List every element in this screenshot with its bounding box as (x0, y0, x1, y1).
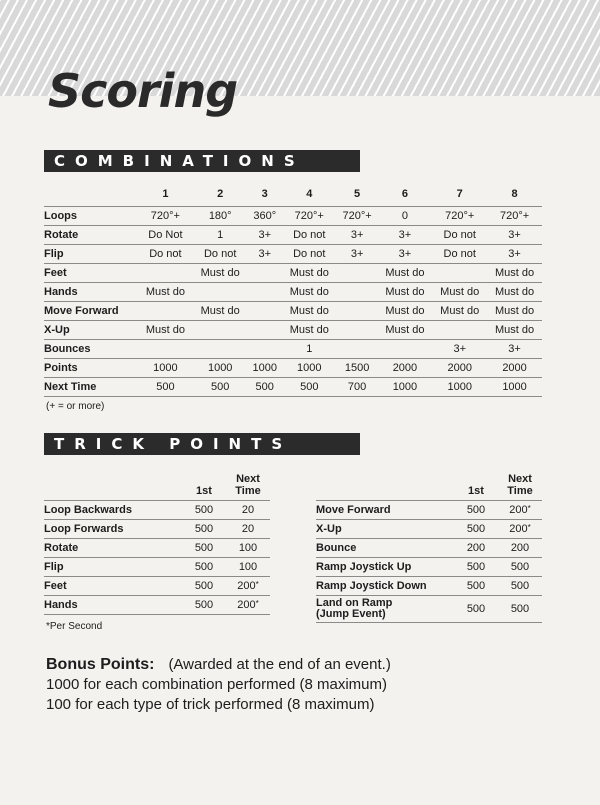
combination-column-header: 5 (354, 188, 361, 200)
next-time-points (498, 501, 542, 520)
table-row (316, 539, 542, 558)
trick-name: Flip (44, 558, 182, 577)
next-time-points (226, 520, 270, 539)
table-cell: Must do (378, 321, 433, 340)
table-cell (248, 264, 282, 283)
table-cell (138, 264, 193, 283)
table-cell: Must do (138, 321, 193, 340)
table-cell: 2000 (432, 359, 487, 378)
table-cell: 1000 (432, 378, 487, 397)
combination-column-header: 3 (261, 188, 268, 200)
table-cell: 3+ (487, 245, 542, 264)
next-time-points (226, 596, 270, 615)
table-cell (248, 302, 282, 321)
row-label-column-header (44, 182, 138, 207)
table-row (44, 520, 270, 539)
table-row (44, 302, 542, 321)
trick-name: Feet (44, 577, 182, 596)
first-time-points: 500 (182, 558, 226, 577)
table-cell: Must do (282, 264, 337, 283)
first-time-points: 500 (182, 520, 226, 539)
table-cell: 1500 (337, 359, 378, 378)
table-cell (378, 340, 433, 359)
row-label: Feet (44, 264, 138, 283)
table-cell: 500 (193, 378, 248, 397)
per-second-footnote: *Per Second (46, 621, 103, 632)
table-cell: 3+ (378, 226, 433, 245)
first-time-points: 500 (454, 577, 498, 596)
table-cell: 500 (248, 378, 282, 397)
table-row (44, 340, 542, 359)
table-cell: 0 (378, 207, 433, 226)
table-cell: 1000 (193, 359, 248, 378)
row-label: Loops (44, 207, 138, 226)
per-second-marker: * (527, 523, 531, 532)
first-time-points: 500 (182, 596, 226, 615)
table-cell: 3+ (432, 340, 487, 359)
next-time-value: 200 (237, 599, 256, 611)
table-cell (337, 321, 378, 340)
table-cell: 3+ (248, 245, 282, 264)
table-cell: 1000 (138, 359, 193, 378)
table-cell: Must do (378, 302, 433, 321)
per-second-marker: * (255, 580, 259, 589)
next-time-value: 100 (238, 542, 258, 554)
table-cell: Must do (487, 283, 542, 302)
table-cell: 3+ (487, 340, 542, 359)
row-label: Rotate (44, 226, 138, 245)
table-row (316, 577, 542, 596)
combinations-table (44, 182, 542, 397)
next-time-value: 200 (237, 580, 256, 592)
trick-name: Rotate (44, 539, 182, 558)
table-cell (432, 264, 487, 283)
table-cell: Do not (282, 245, 337, 264)
first-column-header: 1st (468, 485, 484, 497)
table-cell: Must do (138, 283, 193, 302)
combination-column-header: 4 (306, 188, 313, 200)
next-time-points (498, 558, 542, 577)
row-label: Points (44, 359, 138, 378)
table-cell: Do not (432, 226, 487, 245)
trick-name: Loop Forwards (44, 520, 182, 539)
table-cell: Must do (282, 283, 337, 302)
table-cell: Must do (432, 302, 487, 321)
bonus-points-section (46, 655, 391, 715)
table-cell: Must do (193, 302, 248, 321)
next-time-points (226, 558, 270, 577)
table-cell: 1000 (282, 359, 337, 378)
next-time-points (498, 596, 542, 623)
table-cell: 1000 (378, 378, 433, 397)
next-time-header-line1: Next (236, 473, 260, 485)
next-time-points (498, 520, 542, 539)
table-cell: 1000 (248, 359, 282, 378)
table-row (44, 501, 270, 520)
table-cell: 720°+ (432, 207, 487, 226)
trick-points-header-row (316, 466, 542, 501)
per-second-marker: * (527, 504, 531, 513)
table-row (316, 558, 542, 577)
next-time-points (226, 501, 270, 520)
next-time-value: 500 (510, 580, 530, 592)
next-time-value: 20 (241, 504, 255, 516)
bonus-note: (Awarded at the end of an event.) (168, 656, 391, 673)
table-cell (337, 340, 378, 359)
table-cell: 2000 (378, 359, 433, 378)
first-time-points: 500 (454, 520, 498, 539)
table-cell (248, 321, 282, 340)
table-cell: Must do (487, 264, 542, 283)
table-row (44, 359, 542, 378)
table-row (44, 245, 542, 264)
table-row (44, 321, 542, 340)
next-time-points (498, 539, 542, 558)
first-time-points: 500 (182, 577, 226, 596)
table-cell: 3+ (378, 245, 433, 264)
table-cell: Do not (138, 245, 193, 264)
table-cell: Must do (487, 302, 542, 321)
next-time-header-line2: Time (235, 485, 261, 497)
next-time-value: 100 (238, 561, 258, 573)
table-cell: Must do (282, 302, 337, 321)
table-cell: Do not (282, 226, 337, 245)
trick-name: Move Forward (316, 501, 454, 520)
combination-column-header: 7 (456, 188, 463, 200)
combinations-column-header-row (44, 182, 542, 207)
table-cell: 1000 (487, 378, 542, 397)
table-cell: 3+ (487, 226, 542, 245)
combination-column-header: 6 (401, 188, 408, 200)
row-label: Next Time (44, 378, 138, 397)
table-cell: Must do (487, 321, 542, 340)
table-cell (193, 321, 248, 340)
first-time-points: 200 (454, 539, 498, 558)
table-row (44, 558, 270, 577)
table-cell: 500 (138, 378, 193, 397)
table-cell (337, 302, 378, 321)
first-time-points: 500 (454, 558, 498, 577)
table-cell (337, 283, 378, 302)
table-cell: 1 (193, 226, 248, 245)
first-time-points: 500 (454, 596, 498, 623)
row-label: Bounces (44, 340, 138, 359)
bonus-heading-line (46, 655, 391, 675)
table-cell: 180° (193, 207, 248, 226)
row-label: Hands (44, 283, 138, 302)
combination-column-header: 1 (162, 188, 169, 200)
table-row (316, 520, 542, 539)
table-cell: Must do (432, 283, 487, 302)
table-row (316, 501, 542, 520)
table-cell: Do Not (138, 226, 193, 245)
per-second-marker: * (255, 599, 259, 608)
table-row (44, 264, 542, 283)
first-time-points: 500 (182, 539, 226, 558)
table-row (44, 577, 270, 596)
table-cell (193, 340, 248, 359)
next-time-points (226, 577, 270, 596)
table-cell: Must do (193, 264, 248, 283)
table-cell (138, 340, 193, 359)
first-column-header: 1st (196, 485, 212, 497)
table-cell: Must do (378, 283, 433, 302)
table-cell: 3+ (248, 226, 282, 245)
bonus-line-tricks: 100 for each type of trick performed (8 maximum) (46, 696, 375, 713)
table-cell: 720°+ (337, 207, 378, 226)
next-time-header-line2: Time (507, 485, 533, 497)
table-cell (193, 283, 248, 302)
combination-column-header: 8 (511, 188, 518, 200)
trick-name: Bounce (316, 539, 454, 558)
table-cell (337, 264, 378, 283)
table-cell: 720°+ (138, 207, 193, 226)
first-time-points: 500 (454, 501, 498, 520)
table-cell: 1 (282, 340, 337, 359)
table-row (44, 378, 542, 397)
page-title: Scoring (48, 64, 238, 118)
table-cell (432, 321, 487, 340)
trick-name: X-Up (316, 520, 454, 539)
table-row (44, 207, 542, 226)
trick-name: Land on Ramp (Jump Event) (316, 596, 454, 623)
trick-points-left-body (44, 501, 270, 615)
next-time-header-line1: Next (508, 473, 532, 485)
table-cell: 720°+ (487, 207, 542, 226)
next-time-value: 500 (510, 603, 530, 615)
table-row (44, 283, 542, 302)
table-row (44, 226, 542, 245)
table-cell: Must do (378, 264, 433, 283)
bonus-line-combinations: 1000 for each combination performed (8 maximum) (46, 676, 387, 693)
first-time-points: 500 (182, 501, 226, 520)
trick-name: Hands (44, 596, 182, 615)
row-label: Move Forward (44, 302, 138, 321)
combinations-table-body (44, 207, 542, 397)
bonus-heading: Bonus Points: (46, 656, 155, 673)
trick-name: Ramp Joystick Down (316, 577, 454, 596)
table-cell: 500 (282, 378, 337, 397)
row-label: Flip (44, 245, 138, 264)
trick-points-header-row (44, 466, 270, 501)
trick-name: Ramp Joystick Up (316, 558, 454, 577)
table-row (44, 539, 270, 558)
table-cell: 2000 (487, 359, 542, 378)
next-time-points (498, 577, 542, 596)
table-cell: 720°+ (282, 207, 337, 226)
trick-name-column-header (44, 466, 182, 501)
table-cell: 3+ (337, 245, 378, 264)
combinations-footnote: (+ = or more) (46, 401, 105, 412)
next-time-column-header (226, 466, 270, 501)
table-cell: 360° (248, 207, 282, 226)
combinations-header: COMBINATIONS (44, 150, 360, 172)
table-cell: Do not (193, 245, 248, 264)
next-time-value: 200 (510, 542, 530, 554)
table-cell (248, 340, 282, 359)
trick-points-header: TRICK POINTS (44, 433, 360, 455)
next-time-value: 200 (509, 523, 528, 535)
table-cell (248, 283, 282, 302)
table-cell (138, 302, 193, 321)
next-time-value: 200 (509, 504, 528, 516)
next-time-points (226, 539, 270, 558)
trick-name-column-header (316, 466, 454, 501)
trick-points-table-right (316, 466, 542, 623)
trick-points-table-left (44, 466, 270, 615)
table-cell: Must do (282, 321, 337, 340)
table-cell: 700 (337, 378, 378, 397)
table-cell: Do not (432, 245, 487, 264)
table-row (316, 596, 542, 623)
table-row (44, 596, 270, 615)
next-time-column-header (498, 466, 542, 501)
next-time-value: 500 (510, 561, 530, 573)
next-time-value: 20 (241, 523, 255, 535)
trick-points-right-body (316, 501, 542, 623)
trick-name: Loop Backwards (44, 501, 182, 520)
row-label: X-Up (44, 321, 138, 340)
table-cell: 3+ (337, 226, 378, 245)
combination-column-header: 2 (217, 188, 224, 200)
